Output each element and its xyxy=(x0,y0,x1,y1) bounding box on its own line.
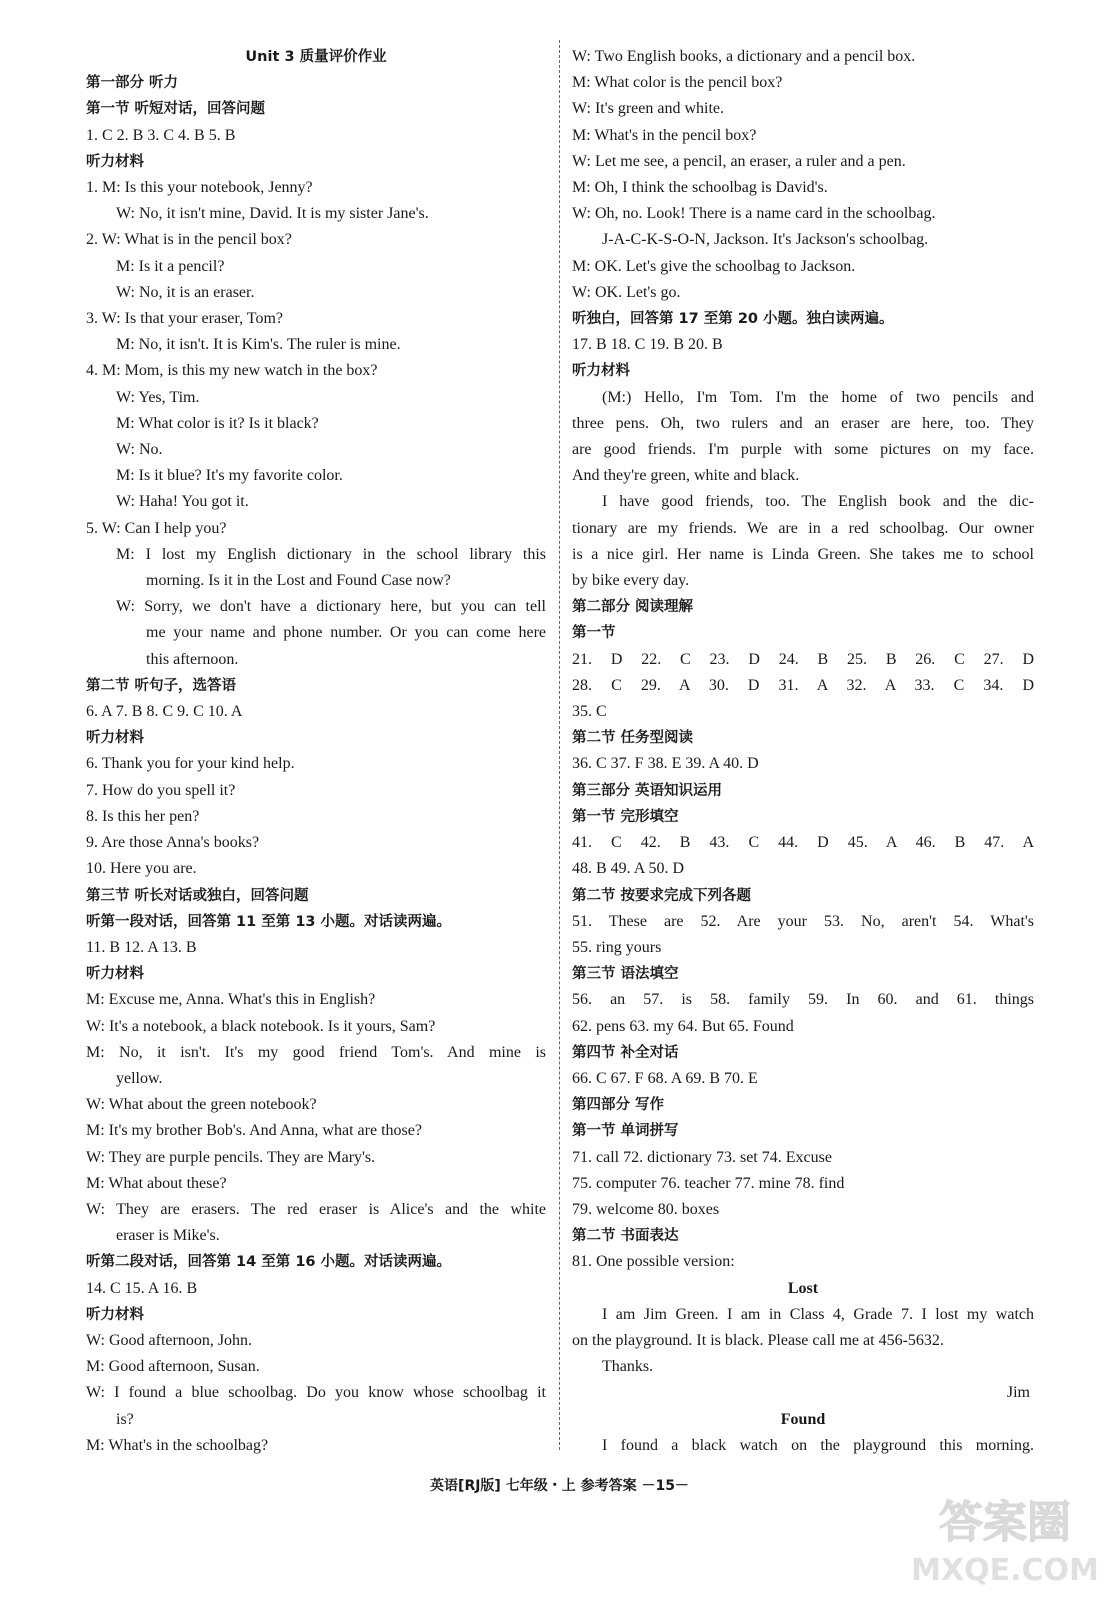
text-line: W: No, it isn't mine, David. It is my sister Jane's. xyxy=(116,205,429,223)
text-line: are good friends. I'm purple with some pictures on my face. xyxy=(572,441,1034,459)
text-line: 8. Is this her pen? xyxy=(86,807,200,825)
text-line: W: What about the green notebook? xyxy=(86,1096,317,1114)
section-heading: 听力材料 xyxy=(572,363,630,380)
text-line: 5. W: Can I help you? xyxy=(86,519,227,537)
section-heading: 听独白，回答第 17 至第 20 小题。独白读两遍。 xyxy=(572,311,894,328)
text-line: 11. B 12. A 13. B xyxy=(86,938,197,956)
section-heading: 第二部分 阅读理解 xyxy=(572,599,694,616)
text-line: 1. C 2. B 3. C 4. B 5. B xyxy=(86,126,236,144)
text-line: M: No, it isn't. It's my good friend Tom's. And mine is xyxy=(86,1043,546,1061)
section-heading: 听力材料 xyxy=(86,153,144,170)
text-line: 55. ring yours xyxy=(572,938,662,956)
text-line: 41. C 42. B 43. C 44. D 45. A 46. B 47. A xyxy=(572,834,1034,852)
section-heading: 听第二段对话，回答第 14 至第 16 小题。对话读两遍。 xyxy=(86,1254,452,1271)
svg-text:MXQE.COM: MXQE.COM xyxy=(911,1553,1099,1588)
section-heading: 第二节 听句子，选答语 xyxy=(86,677,237,694)
text-line: M: What color is the pencil box? xyxy=(572,74,783,92)
text-line: 2. W: What is in the pencil box? xyxy=(86,231,292,249)
text-line: W: It's a notebook, a black notebook. Is it yours, Sam? xyxy=(86,1017,436,1035)
text-line: W: No, it is an eraser. xyxy=(116,283,255,301)
text-line: 75. computer 76. teacher 77. mine 78. find xyxy=(572,1174,845,1192)
text-line: 51. These are 52. Are your 53. No, aren't 54. What's xyxy=(572,912,1034,930)
text-line: M: OK. Let's give the schoolbag to Jackson. xyxy=(572,257,856,275)
text-line: J-A-C-K-S-O-N, Jackson. It's Jackson's schoolbag. xyxy=(602,231,929,249)
text-line: 79. welcome 80. boxes xyxy=(572,1200,720,1218)
section-heading: 听第一段对话，回答第 11 至第 13 小题。对话读两遍。 xyxy=(86,913,452,930)
section-heading: 第二节 书面表达 xyxy=(572,1228,679,1245)
text-line: by bike every day. xyxy=(572,572,690,590)
text-line: 7. How do you spell it? xyxy=(86,781,236,799)
text-line: 9. Are those Anna's books? xyxy=(86,834,260,852)
text-line: 36. C 37. F 38. E 39. A 40. D xyxy=(572,755,759,773)
text-line: 71. call 72. dictionary 73. set 74. Excuse xyxy=(572,1148,832,1166)
text-line: 56. an 57. is 58. family 59. In 60. and 61. things xyxy=(572,991,1034,1009)
text-line: 6. A 7. B 8. C 9. C 10. A xyxy=(86,703,243,721)
text-line: W: It's green and white. xyxy=(572,100,725,118)
left-column xyxy=(86,44,546,1459)
column-divider xyxy=(559,40,560,1450)
text-line: me your name and phone number. Or you can come here xyxy=(146,624,546,642)
section-heading: 第一节 xyxy=(572,625,616,642)
text-line: W: OK. Let's go. xyxy=(572,283,681,301)
text-line: W: Haha! You got it. xyxy=(116,493,249,511)
text-line: W: They are purple pencils. They are Mary's. xyxy=(86,1148,376,1166)
text-line: 66. C 67. F 68. A 69. B 70. E xyxy=(572,1069,758,1087)
text-line: M: I lost my English dictionary in the school library this xyxy=(116,545,546,563)
text-line: Jim xyxy=(1006,1384,1030,1402)
text-line: W: Yes, Tim. xyxy=(116,388,200,406)
section-heading: 第一节 听短对话，回答问题 xyxy=(86,101,266,118)
text-line: 81. One possible version: xyxy=(572,1253,735,1271)
section-heading: 听力材料 xyxy=(86,966,144,983)
section-heading: 第三节 听长对话或独白，回答问题 xyxy=(86,887,309,904)
section-heading: 第二节 按要求完成下列各题 xyxy=(572,887,752,904)
text-line: (M:) Hello, I'm Tom. I'm the home of two pencils and xyxy=(602,388,1034,406)
text-line: W: Sorry, we don't have a dictionary here, but you can tell xyxy=(116,598,546,616)
section-heading: 第三节 语法填空 xyxy=(572,966,679,983)
text-line: eraser is Mike's. xyxy=(116,1227,220,1245)
section-heading: 第三部分 英语知识运用 xyxy=(572,782,723,799)
text-line: M: Excuse me, Anna. What's this in English? xyxy=(86,991,376,1009)
text-line: I am Jim Green. I am in Class 4, Grade 7. I lost my watch xyxy=(602,1305,1034,1323)
text-line: Found xyxy=(780,1410,826,1428)
svg-text:答案圈: 答案圈 xyxy=(939,1497,1071,1548)
text-line: on the playground. It is black. Please call me at 456-5632. xyxy=(572,1331,944,1349)
text-line: W: I found a blue schoolbag. Do you know whose schoolbag it xyxy=(86,1384,546,1402)
text-line: M: What color is it? Is it black? xyxy=(116,414,319,432)
text-line: W: No. xyxy=(116,441,163,459)
text-line: W: Oh, no. Look! There is a name card in the schoolbag. xyxy=(572,205,936,223)
text-line: 4. M: Mom, is this my new watch in the box? xyxy=(86,362,378,380)
text-line: yellow. xyxy=(116,1069,163,1087)
section-heading: 第四节 补全对话 xyxy=(572,1044,679,1061)
text-line: M: Is it a pencil? xyxy=(116,257,225,275)
text-line: I found a black watch on the playground this morning. xyxy=(602,1436,1034,1454)
section-heading: 听力材料 xyxy=(86,730,144,747)
section-heading: 第二节 任务型阅读 xyxy=(572,730,694,747)
text-line: three pens. Oh, two rulers and an eraser are here, too. They xyxy=(572,414,1034,432)
right-column xyxy=(572,44,1034,1459)
text-line: is? xyxy=(116,1410,134,1428)
text-line: W: They are erasers. The red eraser is Alice's and the white xyxy=(86,1200,546,1218)
text-line: Thanks. xyxy=(602,1358,654,1376)
section-heading: 听力材料 xyxy=(86,1306,144,1323)
text-line: And they're green, white and black. xyxy=(572,467,800,485)
text-line: M: Oh, I think the schoolbag is David's. xyxy=(572,179,828,197)
text-line: Lost xyxy=(787,1279,819,1297)
section-heading: 第四部分 写作 xyxy=(572,1097,665,1114)
watermark-logo xyxy=(905,1482,1105,1592)
text-line: this afternoon. xyxy=(146,650,239,668)
text-line: M: What's in the schoolbag? xyxy=(86,1436,269,1454)
text-line: is a nice girl. Her name is Linda Green. She takes me to school xyxy=(572,545,1034,563)
text-line: I have good friends, too. The English book and the dic- xyxy=(602,493,1034,511)
text-line: 35. C xyxy=(572,703,607,721)
text-line: 28. C 29. A 30. D 31. A 32. A 33. C 34. D xyxy=(572,676,1034,694)
text-line: W: Two English books, a dictionary and a pencil box. xyxy=(572,48,916,65)
text-line: 62. pens 63. my 64. But 65. Found xyxy=(572,1017,794,1035)
text-line: tionary are my friends. We are in a red schoolbag. Our owner xyxy=(572,519,1034,537)
text-line: W: Let me see, a pencil, an eraser, a ruler and a pen. xyxy=(572,152,906,170)
text-line: 10. Here you are. xyxy=(86,860,197,878)
text-line: 17. B 18. C 19. B 20. B xyxy=(572,336,723,354)
text-line: M: Good afternoon, Susan. xyxy=(86,1358,260,1376)
text-line: M: What about these? xyxy=(86,1174,227,1192)
section-heading: Unit 3 质量评价作业 xyxy=(245,49,387,65)
text-line: W: Good afternoon, John. xyxy=(86,1331,253,1349)
section-heading: 第一节 单词拼写 xyxy=(572,1123,679,1140)
text-line: 6. Thank you for your kind help. xyxy=(86,755,295,773)
text-line: 1. M: Is this your notebook, Jenny? xyxy=(86,179,313,197)
text-line: 21. D 22. C 23. D 24. B 25. B 26. C 27. D xyxy=(572,650,1034,668)
text-line: M: It's my brother Bob's. And Anna, what are those? xyxy=(86,1122,422,1140)
page-footer: 英语[RJ版] 七年级・上 参考答案 －15－ xyxy=(430,1478,689,1494)
section-heading: 第一节 完形填空 xyxy=(572,808,679,825)
text-line: M: What's in the pencil box? xyxy=(572,126,757,144)
text-line: 14. C 15. A 16. B xyxy=(86,1279,198,1297)
text-line: M: Is it blue? It's my favorite color. xyxy=(116,467,343,485)
text-line: M: No, it isn't. It is Kim's. The ruler is mine. xyxy=(116,336,401,354)
text-line: 48. B 49. A 50. D xyxy=(572,860,685,878)
section-heading: 第一部分 听力 xyxy=(86,75,179,92)
text-line: 3. W: Is that your eraser, Tom? xyxy=(86,310,283,328)
text-line: morning. Is it in the Lost and Found Case now? xyxy=(146,572,451,590)
